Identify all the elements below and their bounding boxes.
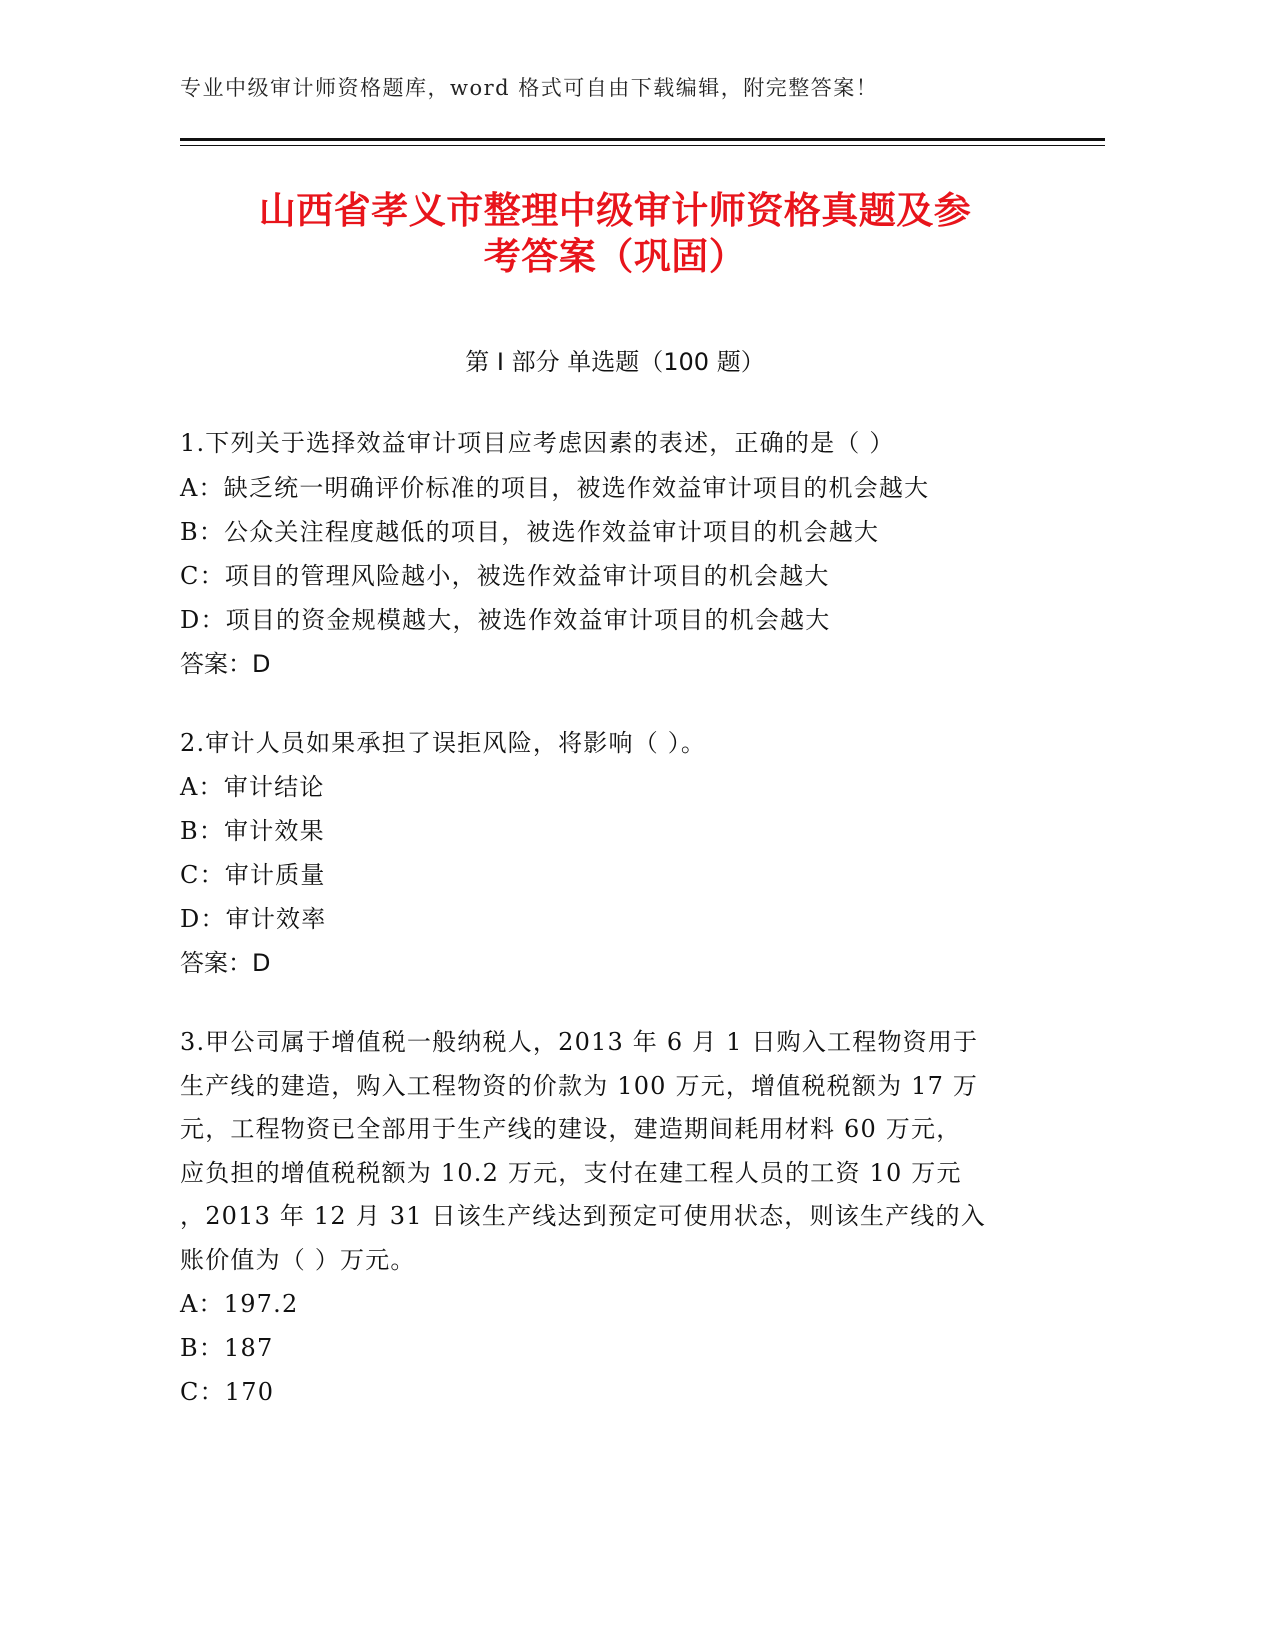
- option-b: B：187: [180, 1334, 274, 1362]
- question-stem-line: 3.甲公司属于增值税一般纳税人，2013 年 6 月 1 日购入工程物资用于: [180, 1028, 979, 1056]
- document-title: [180, 188, 1050, 280]
- answer: 答案：D: [180, 649, 271, 678]
- option-b: B：公众关注程度越低的项目，被选作效益审计项目的机会越大: [180, 517, 880, 546]
- option-a: A：197.2: [180, 1290, 299, 1318]
- section-title: 第 I 部分 单选题（100 题）: [465, 348, 765, 376]
- question-stem-line: 账价值为（ ）万元。: [180, 1245, 416, 1274]
- document-title-line-2: 考答案（巩固）: [483, 235, 747, 278]
- header-rule-thin: [180, 145, 1105, 146]
- question-stem-line: 生产线的建造，购入工程物资的价款为 100 万元，增值税税额为 17 万: [180, 1071, 979, 1100]
- option-a: A：审计结论: [180, 773, 325, 801]
- option-c: C：项目的管理风险越小，被选作效益审计项目的机会越大: [180, 561, 830, 590]
- question-2: [180, 722, 1030, 986]
- question-stem: 2.审计人员如果承担了误拒风险，将影响（ ）。: [180, 728, 707, 757]
- option-d: D：审计效率: [180, 905, 327, 933]
- answer: 答案：D: [180, 949, 271, 977]
- header-rule-thick: [180, 138, 1105, 141]
- option-b: B：审计效果: [180, 817, 325, 845]
- question-1: [180, 422, 1030, 686]
- option-c: C：170: [180, 1378, 275, 1406]
- option-a: A：缺乏统一明确评价标准的项目，被选作效益审计项目的机会越大: [180, 473, 930, 502]
- question-stem-line: 元，工程物资已全部用于生产线的建设，建造期间耗用材料 60 万元，: [180, 1115, 962, 1143]
- option-c: C：审计质量: [180, 861, 326, 889]
- document-title-line-1: 山西省孝义市整理中级审计师资格真题及参: [258, 189, 972, 232]
- question-stem-line: ，2013 年 12 月 31 日该生产线达到预定可使用状态，则该生产线的入: [180, 1202, 986, 1230]
- question-list: [180, 422, 1030, 1450]
- question-3: [180, 1021, 1030, 1414]
- question-stem: 1.下列关于选择效益审计项目应考虑因素的表述，正确的是（ ）: [180, 429, 895, 457]
- option-d: D：项目的资金规模越大，被选作效益审计项目的机会越大: [180, 605, 831, 634]
- question-stem-line: 应负担的增值税税额为 10.2 万元，支付在建工程人员的工资 10 万元: [180, 1158, 962, 1187]
- header-note: 专业中级审计师资格题库，word 格式可自由下载编辑，附完整答案！: [180, 76, 879, 100]
